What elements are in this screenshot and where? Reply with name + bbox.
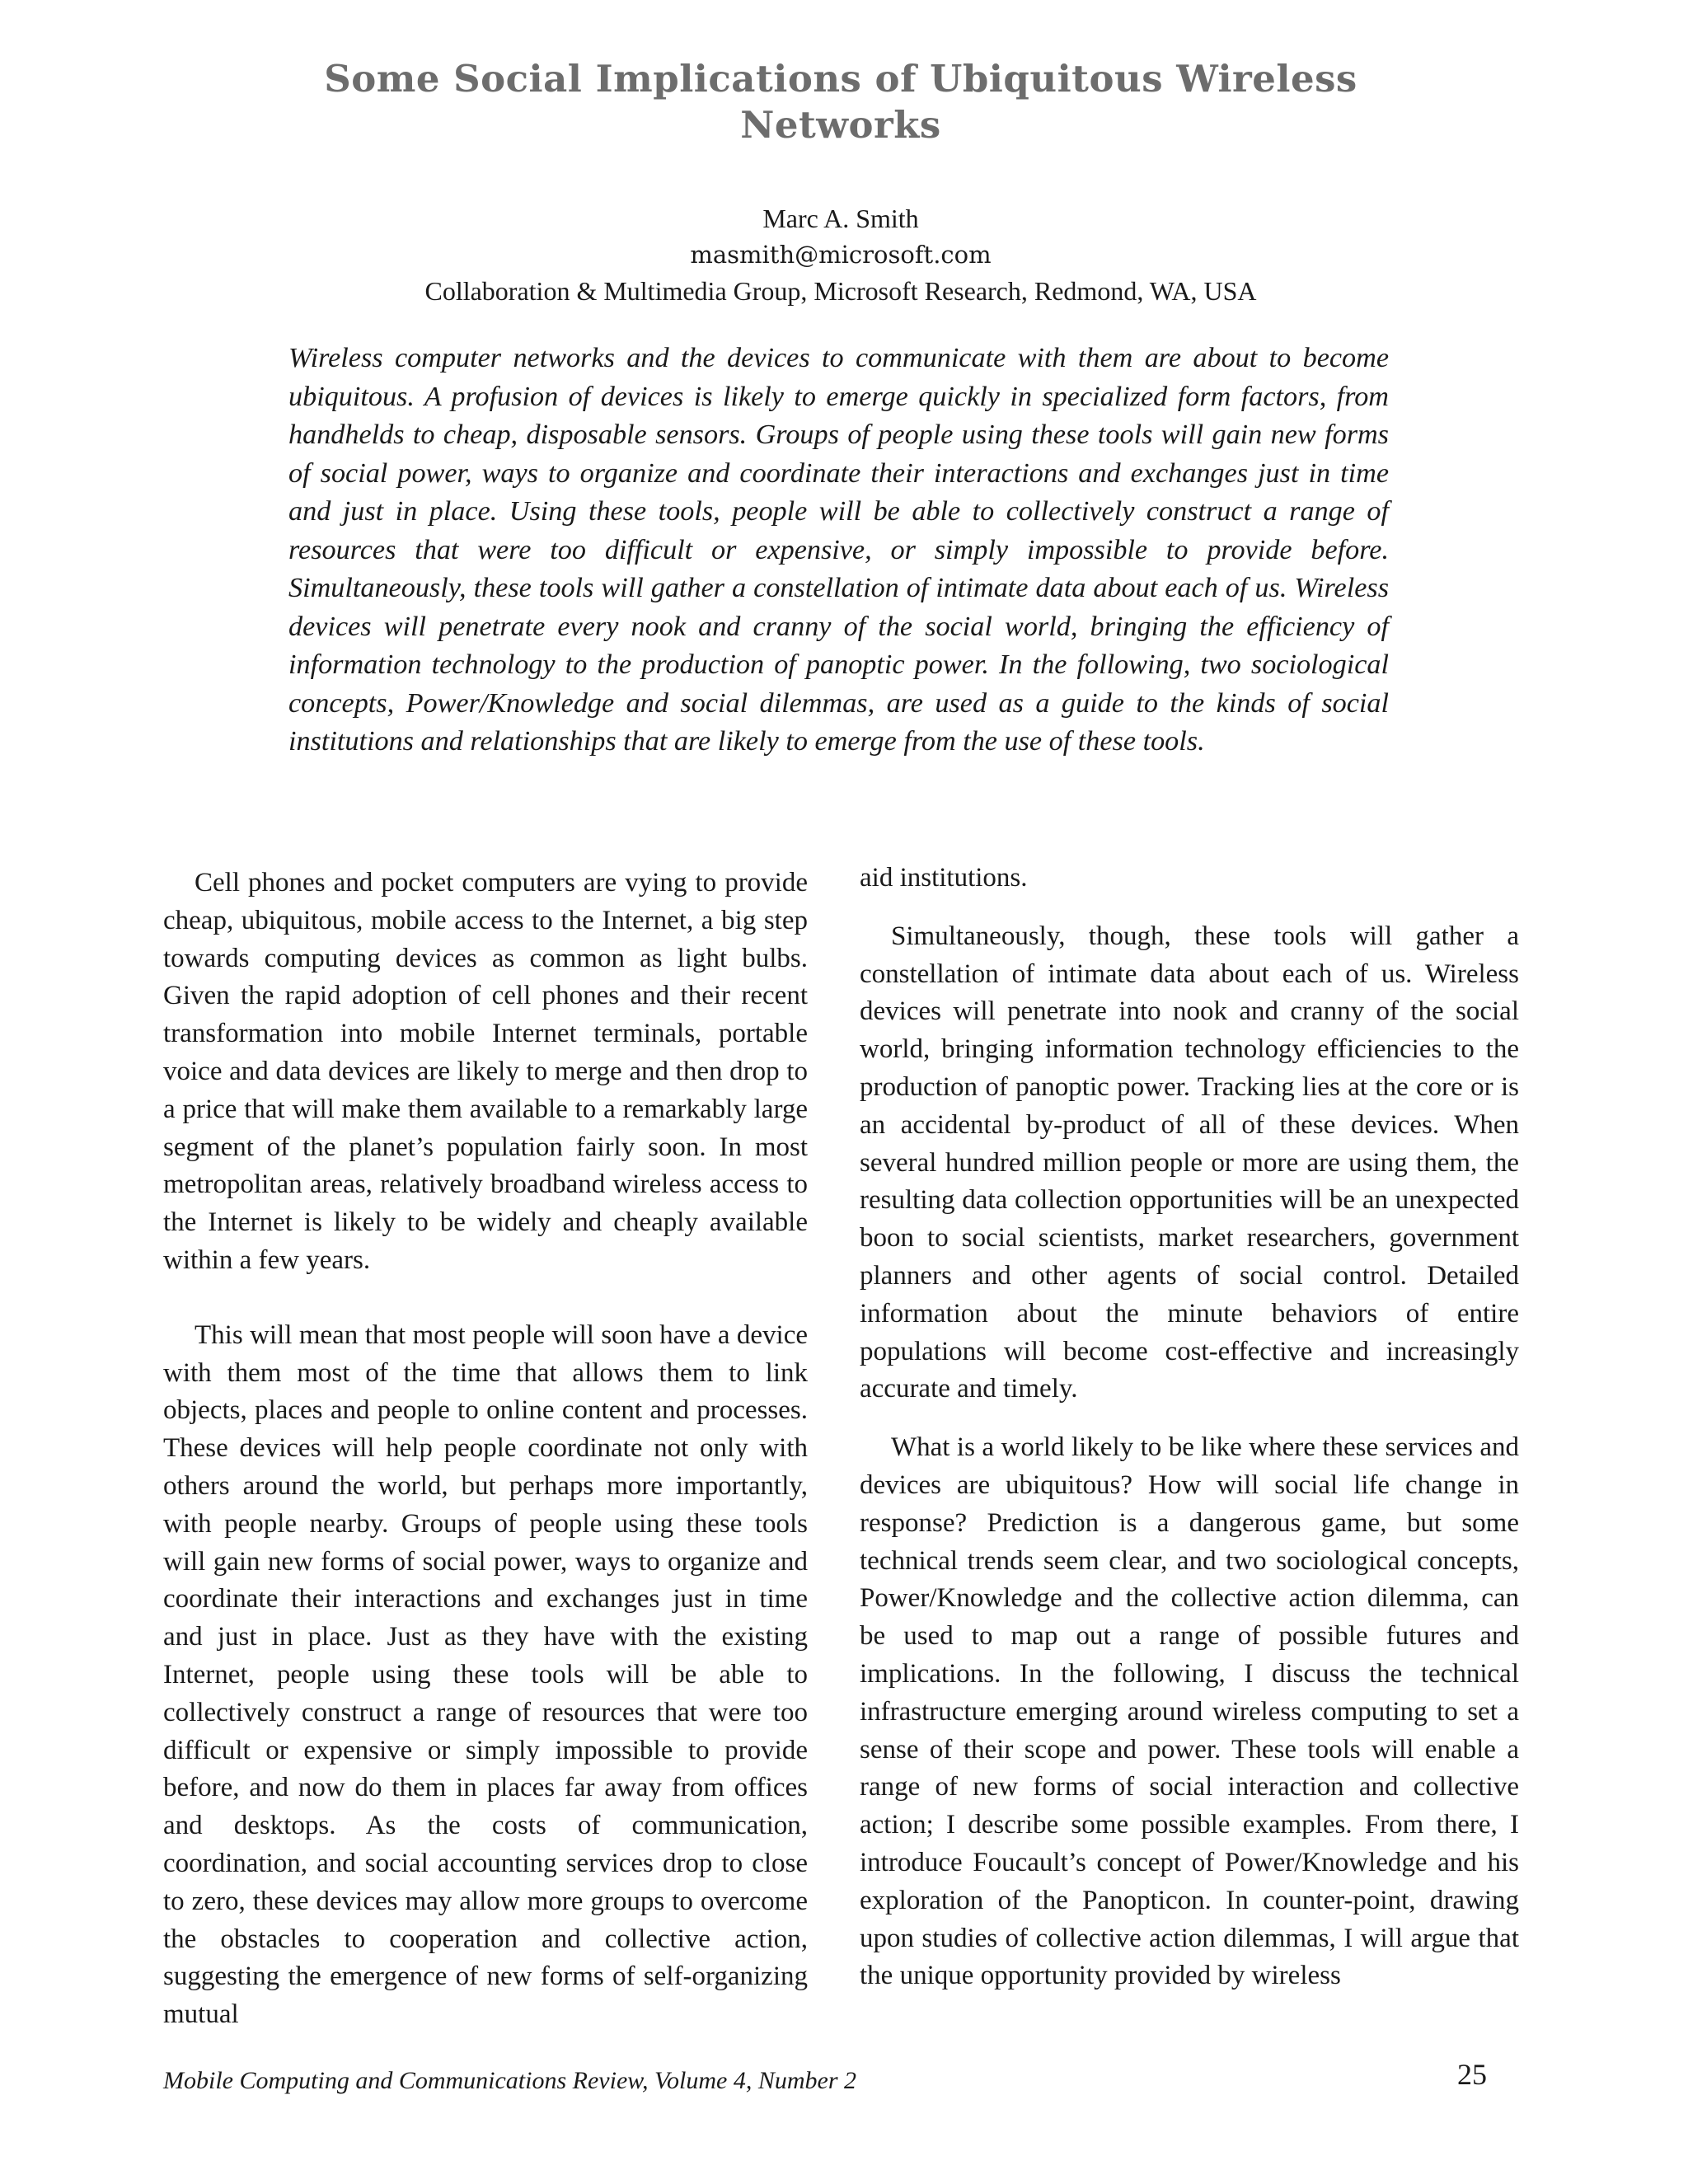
abstract: Wireless computer networks and the devices to communicate with them are about to become ubiquitous. A profusion of devices is likely to emerge quickly in specialized form factors, from handhelds to cheap, disposable sensors. Groups of people using these tools will gain new forms of social power, ways to organize and coordinate their interactions and exchanges just in time and just in place. Using these tools, people will be able to collectively construct a range of resources that were too difficult or expensive, or simply impossible to provide before. Simultaneously, these tools will gather a constellation of intimate data about each of us. Wireless devices will penetrate every nook and cranny of the social world, bringing the efficiency of information technology to the production of panoptic power. In the following, two sociological concepts, Power/Knowledge and social dilemmas, are used as a guide to the kinds of social institutions and relationships that are likely to emerge from the use of these tools. <box>288 343 1389 757</box>
journal-footer: Mobile Computing and Communications Review, Volume 4, Number 2 <box>163 2067 857 2094</box>
paper-title: Some Social Implications of Ubiquitous Wireless Networks <box>324 57 1357 147</box>
body-paragraph: Simultaneously, though, these tools will gather a constellation of intimate data about each of us. Wireless devices will penetrate into nook and cranny of the social world, bringing information technology efficiencies to the production of panoptic power. Tracking lies at the core or is an accidental by-product of all of these devices. When several hundred million people or more are using them, the resulting data collection opportunities will be an unexpected boon to social scientists, market researchers, government planners and other agents of social control. Detailed information about the minute behaviors of entire populations will become cost-effective and increasingly accurate and timely. <box>860 921 1519 1404</box>
page-number: 25 <box>1457 2058 1487 2091</box>
body-paragraph: What is a world likely to be like where these services and devices are ubiquitous? How will social life change in response? Prediction is a dangerous game, but some technical trends seem clear, and two sociological concepts, Power/Knowledge and the collective action dilemma, can be used to map out a range of possible futures and implications. In the following, I discuss the technical infrastructure emerging around wireless computing to set a sense of their scope and power. These tools will enable a range of new forms of social interaction and collective action; I describe some possible examples. From there, I introduce Foucault’s concept of Power/Knowledge and his exploration of the Panopticon. In counter-point, drawing upon studies of collective action dilemmas, I will argue that the unique opportunity provided by wireless <box>860 1432 1519 1991</box>
body-paragraph: Cell phones and pocket computers are vying to provide cheap, ubiquitous, mobile access to the Internet, a big step towards computing devices as common as light bulbs. Given the rapid adoption of cell phones and their recent transformation into mobile Internet terminals, portable voice and data devices are likely to merge and then drop to a price that will make them available to a remarkably large segment of the planet’s population fairly soon. In most metropolitan areas, relatively broadband wireless access to the Internet is likely to be widely and cheaply available within a few years. <box>163 868 808 1275</box>
author-block <box>247 200 1434 309</box>
body-left-column <box>163 865 808 2055</box>
body-right-column <box>860 860 1519 2016</box>
body-paragraph: This will mean that most people will soon have a device with them most of the time that allows them to link objects, places and people to online content and processes. These devices will help people coordinate not only with others around the world, but perhaps more importantly, with people nearby. Groups of people using these tools will gain new forms of social power, ways to organize and coordinate their interactions and exchanges just in time and just in place. Just as they have with the existing Internet, people using these tools will be able to collectively construct a range of resources that were too difficult or expensive or simply impossible to provide before, and now do them in places far away from offices and desktops. As the costs of communication, coordination, and social accounting services drop to close to zero, these devices may allow more groups to overcome the obstacles to cooperation and collective action, suggesting the emergence of new forms of self-organizing mutual <box>163 1319 808 2030</box>
body-paragraph: aid institutions. <box>860 863 1028 893</box>
author-email: masmith@microsoft.com <box>690 241 992 269</box>
author-name: Marc A. Smith <box>762 204 919 233</box>
author-affiliation: Collaboration & Multimedia Group, Microsoft Research, Redmond, WA, USA <box>424 276 1257 306</box>
